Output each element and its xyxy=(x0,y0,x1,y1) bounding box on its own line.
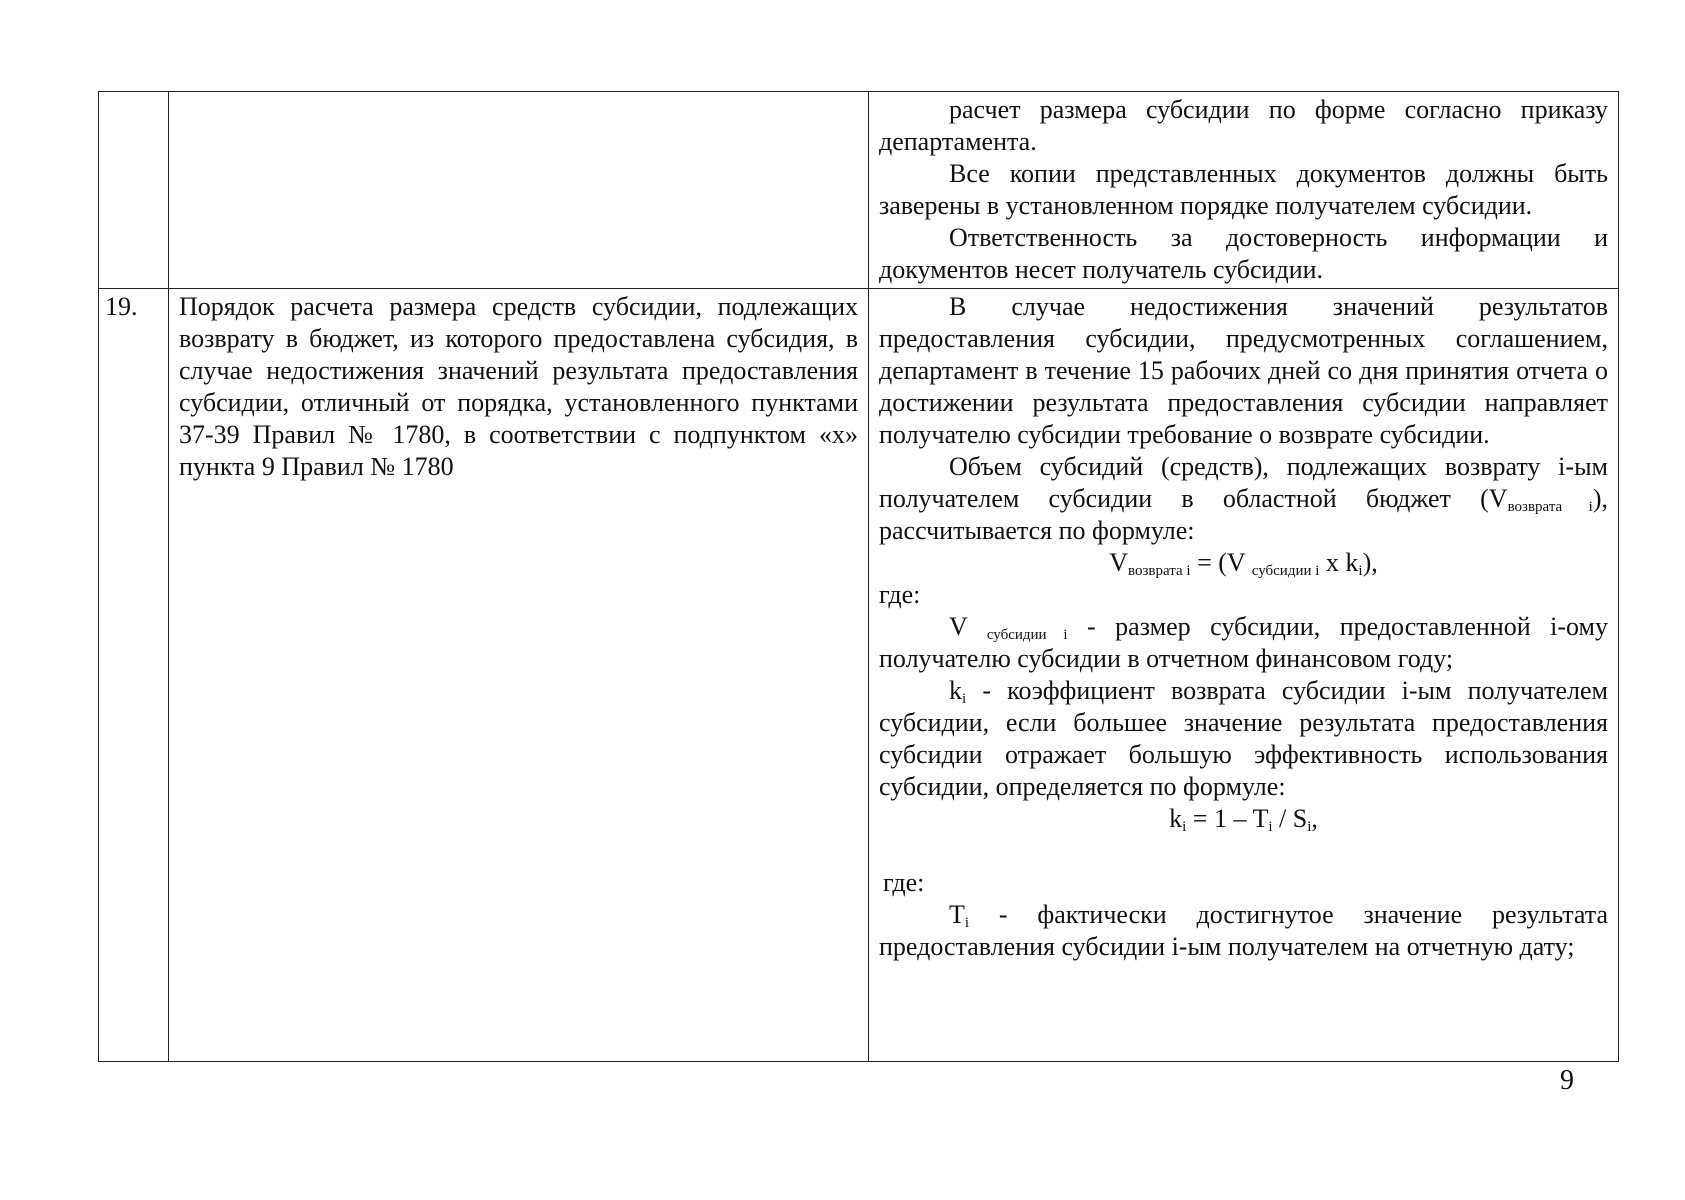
row-name: Порядок расчета размера средств субсидии, подлежащих возврату в бюджет, из которого предоставлена субсидия, в случае недостижения значений результата предоставления субсидии, отличный от порядка, установленного пунктами 37-39 Правил № 1780, в соответствии с подпунктом «х» пункта 9 Правил № 1780 xyxy=(179,292,858,481)
row-name xyxy=(169,92,868,94)
where-label: где: xyxy=(879,580,921,609)
table-row xyxy=(99,92,1619,289)
desc-paragraph: Ответственность за достоверность информации и документов несет получатель субсидии. xyxy=(879,223,1608,284)
blank-line xyxy=(879,835,1608,867)
row-name-cell xyxy=(169,289,869,1062)
desc-paragraph: В случае недостижения значений результатов предоставления субсидии, предусмотренных соглашением, департамент в течение 15 рабочих дней со дня принятия отчета о достижении результата предоставления субсидии направляет получателю субсидии требование о возврате субсидии. xyxy=(879,292,1608,449)
row-number-cell xyxy=(99,289,169,1062)
definition-t: $T_i$ - фактически достигнутое значение результата предоставления субсидии i-ым получателем на отчетную дату; xyxy=(879,900,1608,961)
row-desc-cell xyxy=(869,289,1619,1062)
page-number: 9 xyxy=(1560,1065,1574,1096)
table-row xyxy=(99,289,1619,1062)
return-volume-formula: $V_{возврата i} = (V$ $_{субсидии i}$ x $k_i$), xyxy=(1109,548,1378,579)
row-name-cell xyxy=(169,92,869,289)
definition-k: $k_i$ - коэффициент возврата субсидии i-ым получателем субсидии, если большее значение результата предоставления субсидии отражает большую эффективность использования субсидии, определяется по формуле: xyxy=(879,676,1608,801)
desc-paragraph: Все копии представленных документов должны быть заверены в установленном порядке получателем субсидии. xyxy=(879,159,1608,220)
volume-paragraph: Объем субсидий (средств), подлежащих возврату i-ым получателем субсидии в областной бюджет $(V_{возврата i})$, рассчитывается по формуле: xyxy=(879,452,1609,545)
desc-paragraph: расчет размера субсидии по форме согласно приказу департамента. xyxy=(879,95,1608,156)
row-desc-cell xyxy=(869,92,1619,289)
definition-v: V $_{субсидии i}$ - размер субсидии, предоставленной i-ому получателю субсидии в отчетном финансовом году; xyxy=(879,612,1609,673)
row-number-cell xyxy=(99,92,169,289)
row-number xyxy=(99,92,168,94)
row-number: 19. xyxy=(105,292,138,321)
coefficient-formula: $k_i = 1 - T_i / S_i$, xyxy=(1169,804,1318,835)
where-label: где: xyxy=(883,868,925,897)
regulation-table xyxy=(98,91,1619,1062)
